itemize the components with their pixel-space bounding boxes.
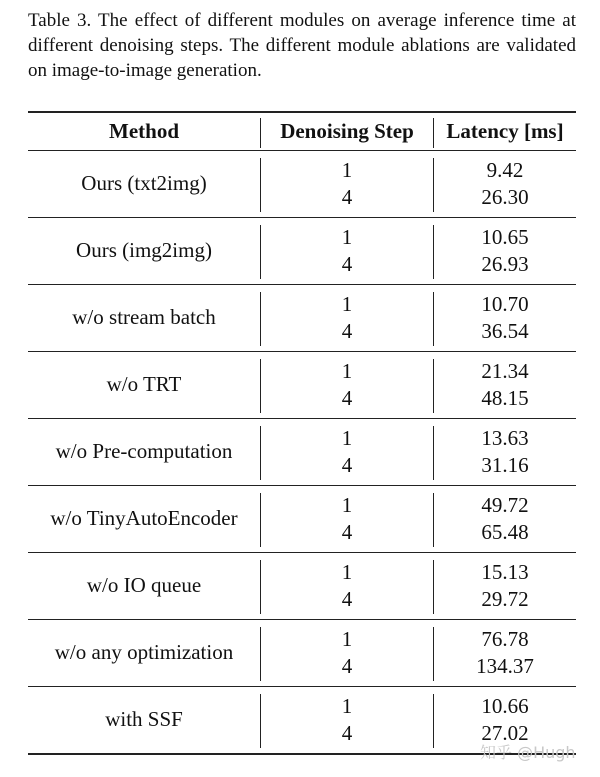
latency-cell: 134.37: [476, 654, 534, 678]
method-cell: Ours (img2img): [76, 238, 212, 262]
column-divider: [433, 560, 434, 614]
method-cell: w/o any optimization: [54, 640, 234, 664]
step-cell: 4: [341, 185, 353, 209]
step-cell: 4: [341, 654, 353, 678]
method-cell: w/o Pre-computation: [55, 439, 233, 463]
column-divider: [260, 560, 261, 614]
column-divider: [433, 118, 434, 148]
step-cell: 1: [341, 225, 353, 249]
step-cell: 4: [341, 587, 353, 611]
column-divider: [260, 225, 261, 279]
latency-cell: 48.15: [481, 386, 529, 410]
column-header: Method: [109, 119, 179, 143]
column-divider: [260, 158, 261, 212]
latency-cell: 27.02: [481, 721, 529, 745]
watermark: 知乎 @Hugh: [480, 743, 576, 762]
row-rule: [28, 418, 576, 419]
column-divider: [433, 627, 434, 681]
latency-cell: 10.66: [481, 694, 529, 718]
method-cell: with SSF: [105, 707, 183, 731]
step-cell: 4: [341, 520, 353, 544]
method-cell: w/o TinyAutoEncoder: [50, 506, 238, 530]
column-divider: [433, 292, 434, 346]
column-header: Denoising Step: [280, 119, 414, 143]
column-divider: [260, 292, 261, 346]
step-cell: 1: [341, 359, 353, 383]
latency-cell: 49.72: [481, 493, 529, 517]
step-cell: 1: [341, 493, 353, 517]
row-rule: [28, 217, 576, 218]
column-divider: [433, 158, 434, 212]
column-divider: [260, 493, 261, 547]
column-divider: [260, 118, 261, 148]
latency-cell: 76.78: [481, 627, 529, 651]
row-rule: [28, 619, 576, 620]
step-cell: 1: [341, 694, 353, 718]
latency-cell: 29.72: [481, 587, 529, 611]
step-cell: 1: [341, 426, 353, 450]
latency-cell: 10.65: [481, 225, 529, 249]
column-divider: [260, 694, 261, 748]
column-divider: [433, 694, 434, 748]
column-divider: [433, 225, 434, 279]
latency-cell: 65.48: [481, 520, 529, 544]
step-cell: 4: [341, 386, 353, 410]
method-cell: w/o stream batch: [72, 305, 216, 329]
step-cell: 1: [341, 292, 353, 316]
latency-cell: 31.16: [481, 453, 529, 477]
method-cell: w/o IO queue: [86, 573, 202, 597]
step-cell: 4: [341, 453, 353, 477]
latency-cell: 26.30: [481, 185, 529, 209]
column-divider: [260, 627, 261, 681]
method-cell: w/o TRT: [106, 372, 182, 396]
header-rule: [28, 150, 576, 151]
row-rule: [28, 284, 576, 285]
column-divider: [433, 359, 434, 413]
step-cell: 4: [341, 252, 353, 276]
step-cell: 4: [341, 319, 353, 343]
step-cell: 1: [341, 627, 353, 651]
row-rule: [28, 552, 576, 553]
row-rule: [28, 686, 576, 687]
latency-cell: 36.54: [481, 319, 529, 343]
step-cell: 1: [341, 560, 353, 584]
latency-cell: 9.42: [486, 158, 524, 182]
table-caption: Table 3. The effect of different modules on average inference time at different denoising steps. The different module ablations are validated on image-to-image generation.: [28, 10, 576, 81]
latency-cell: 21.34: [481, 359, 529, 383]
column-header: Latency [ms]: [446, 119, 564, 143]
row-rule: [28, 485, 576, 486]
column-divider: [260, 426, 261, 480]
top-rule: [28, 111, 576, 113]
step-cell: 4: [341, 721, 353, 745]
latency-cell: 15.13: [481, 560, 529, 584]
column-divider: [433, 426, 434, 480]
column-divider: [260, 359, 261, 413]
latency-cell: 26.93: [481, 252, 529, 276]
latency-cell: 13.63: [481, 426, 529, 450]
method-cell: Ours (txt2img): [81, 171, 207, 195]
column-divider: [433, 493, 434, 547]
row-rule: [28, 351, 576, 352]
step-cell: 1: [341, 158, 353, 182]
latency-cell: 10.70: [481, 292, 529, 316]
